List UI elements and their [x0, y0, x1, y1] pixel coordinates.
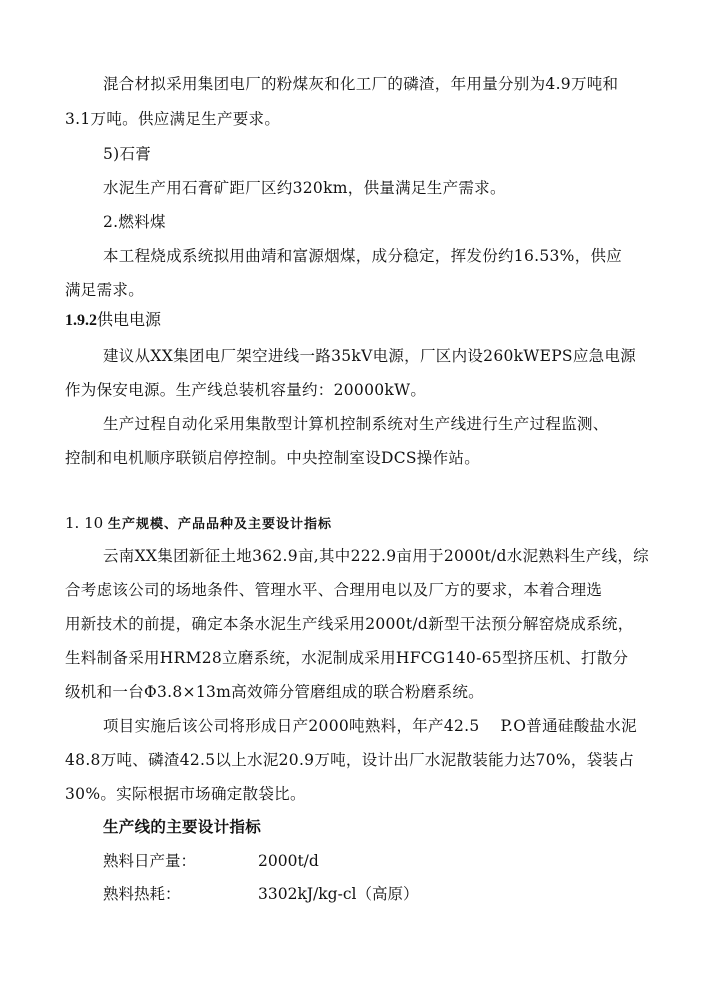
metric-label-clinker-heat-consumption: 熟料热耗： — [103, 885, 181, 903]
paragraph-line: 48.8万吨、磷渣42.5以上水泥20.9万吨，设计出厂水泥散装能力达70%，袋装占 — [65, 751, 635, 769]
paragraph-line: 生产过程自动化采用集散型计算机控制系统对生产线进行生产过程监测、 — [103, 415, 609, 433]
paragraph-line: 作为保安电源。生产线总装机容量约：20000kW。 — [65, 381, 427, 399]
metric-label-clinker-daily-output: 熟料日产量： — [103, 852, 197, 870]
paragraph-line: 合考虑该公司的场地条件、管理水平、合理用电以及厂方的要求，本着合理选 — [65, 581, 603, 599]
paragraph-line: 云南XX集团新征土地362.9亩,其中222.9亩用于2000t/d水泥熟料生产线，综 — [103, 547, 649, 565]
section-heading-power-supply — [65, 309, 161, 332]
subheading-gypsum: 5)石膏 — [103, 145, 152, 163]
paragraph-line: 3.1万吨。供应满足生产要求。 — [65, 110, 281, 128]
paragraph-line: 水泥生产用石膏矿距厂区约320km，供量满足生产需求。 — [103, 179, 506, 197]
section-number: 1.9.2 — [65, 312, 97, 329]
metric-value-clinker-daily-output: 2000t/d — [258, 852, 319, 870]
section-title: 生产规模、产品品种及主要设计指标 — [107, 517, 332, 532]
paragraph-line: 生料制备采用HRM28立磨系统，水泥制成采用HFCG140-65型挤压机、打散分 — [65, 649, 629, 667]
section-heading-production-scale — [65, 512, 332, 536]
paragraph-line: 本工程烧成系统拟用曲靖和富源烟煤，成分稳定，挥发份约16.53%，供应 — [103, 247, 623, 265]
paragraph-line: 用新技术的前提，确定本条水泥生产线采用2000t/d新型干法预分解窑烧成系统， — [65, 615, 634, 633]
paragraph-line: 项目实施后该公司将形成日产2000吨熟料，年产42.5 P.O普通硅酸盐水泥 — [103, 717, 637, 735]
paragraph-line: 控制和电机顺序联锁启停控制。中央控制室设DCS操作站。 — [65, 449, 481, 467]
section-number: 1. 10 — [65, 514, 104, 532]
metrics-heading: 生产线的主要设计指标 — [103, 817, 262, 836]
paragraph-line: 满足需求。 — [65, 281, 145, 299]
paragraph-line: 级机和一台Φ3.8×13m高效筛分管磨组成的联合粉磨系统。 — [65, 683, 484, 701]
paragraph-line: 混合材拟采用集团电厂的粉煤灰和化工厂的磷渣，年用量分别为4.9万吨和 — [103, 75, 619, 93]
metric-value-clinker-heat-consumption: 3302kJ/kg-cl（高原） — [258, 885, 419, 903]
subheading-fuel-coal: 2.燃料煤 — [103, 213, 166, 231]
paragraph-line: 建议从XX集团电厂架空进线一路35kV电源，厂区内设260kWEPS应急电源 — [103, 347, 637, 365]
paragraph-line: 30%。实际根据市场确定散袋比。 — [65, 785, 306, 803]
section-title: 供电电源 — [97, 310, 162, 329]
